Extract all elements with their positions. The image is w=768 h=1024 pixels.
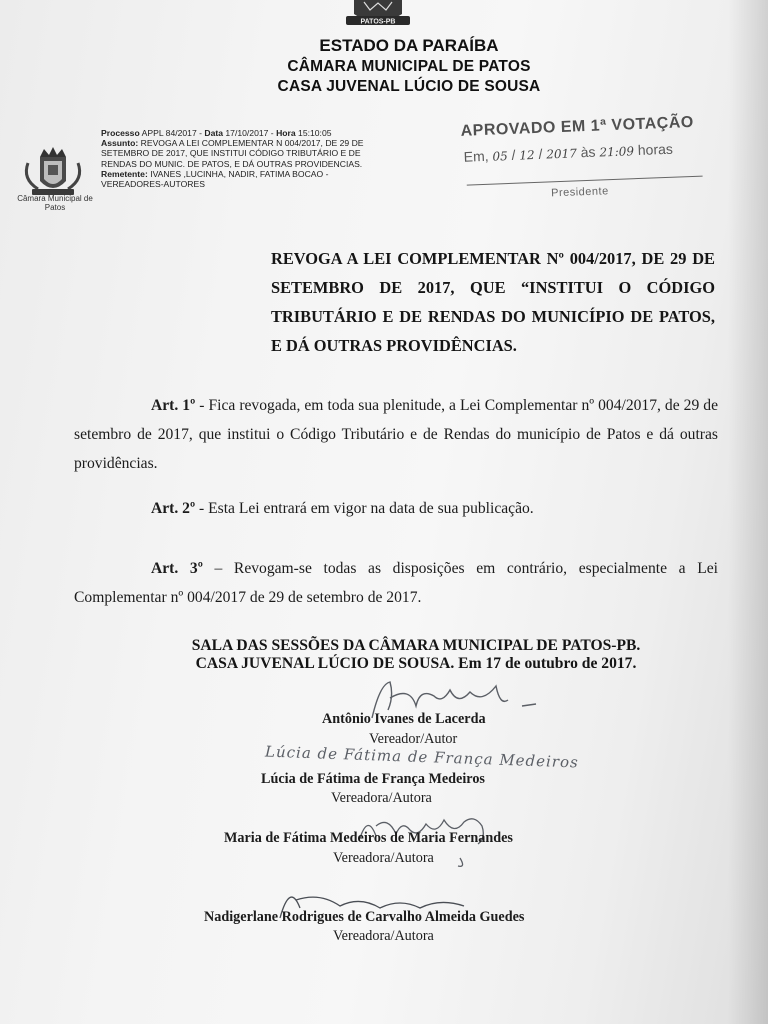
signature-2-handwriting: Lúcia de Fátima de França Medeiros: [264, 742, 580, 772]
stamp-year: 2017: [546, 146, 578, 162]
article-1-label: Art. 1º: [151, 397, 196, 414]
protocol-block: [101, 128, 376, 189]
signatory-1-name: Antônio Ivanes de Lacerda: [322, 711, 486, 727]
stamp-time: 21:09: [599, 144, 635, 160]
stamp-signature-label: Presidente: [550, 185, 609, 200]
stamp-date-line: Em, 05 / 12 / 2017 às 21:09 horas: [463, 140, 674, 165]
signatory-2-name: Lúcia de Fátima de França Medeiros: [261, 771, 485, 787]
approval-stamp: [460, 113, 713, 213]
header-chamber: CÂMARA MUNICIPAL DE PATOS: [287, 58, 531, 75]
data-label: Data: [204, 128, 224, 138]
hora-value: 15:10:05: [298, 128, 332, 138]
article-1-text: - Fica revogada, em toda sua plenitude, a Lei Complementar nº 004/2017, de 29 de setembro de 2017, que institui o Código Tributário e de Rendas do município de Patos e dá outras providências.: [74, 397, 718, 472]
protocol-line-processo: Processo APPL 84/2017 - Data 17/10/2017 - Hora 15:10:05: [101, 128, 332, 138]
article-1: [74, 391, 718, 478]
assunto-value: REVOGA A LEI COMPLEMENTAR N 004/2017, DE 29 DE SETEMBRO DE 2017, QUE INSTITUI CÓDIGO TRIBUTÁRIO E DE RENDAS DO MUNIC. DE PATOS, E DÁ OUTRAS PROVIDENCIAS.: [101, 138, 364, 169]
protocol-line-assunto: [101, 138, 376, 169]
data-value: 17/10/2017: [225, 128, 269, 138]
stamp-day: 05: [492, 149, 509, 164]
stamp-signature-rule: [467, 176, 703, 186]
article-2-label: Art. 2º: [151, 500, 196, 517]
session-room-line-2: CASA JUVENAL LÚCIO DE SOUSA. Em 17 de outubro de 2017.: [195, 655, 637, 672]
session-room-line-1: SALA DAS SESSÕES DA CÂMARA MUNICIPAL DE PATOS-PB.: [191, 637, 641, 654]
stamp-horas-label: horas: [637, 140, 674, 159]
signatory-2-role: Vereadora/Autora: [331, 790, 432, 806]
header-house: CASA JUVENAL LÚCIO DE SOUSA: [277, 78, 541, 95]
hora-label: Hora: [276, 128, 296, 138]
stamp-as-label: às: [580, 143, 596, 161]
article-3-label: Art. 3º: [151, 560, 203, 577]
stamp-month: 12: [519, 148, 535, 163]
municipal-crest-icon: [340, 0, 416, 28]
article-3: [74, 554, 718, 612]
protocol-crest-caption: Câmara Municipal de Patos: [17, 194, 93, 212]
stamp-em-label: Em: [463, 147, 485, 165]
signatory-4-role: Vereadora/Autora: [333, 928, 434, 944]
assunto-label: Assunto:: [101, 138, 139, 149]
remetente-value: IVANES ,LUCINHA, NADIR, FATIMA BOCAO - VEREADORES-AUTORES: [101, 168, 329, 190]
signatory-4-name: Nadigerlane Rodrigues de Carvalho Almeida Guedes: [204, 909, 525, 925]
ementa: REVOGA A LEI COMPLEMENTAR Nº 004/2017, DE 29 DE SETEMBRO DE 2017, QUE “INSTITUI O CÓDIGO TRIBUTÁRIO E DE RENDAS DO MUNICÍPIO DE PATOS, E DÁ OUTRAS PROVIDÊNCIAS.: [271, 249, 715, 355]
article-2: [74, 494, 718, 523]
stamp-title: APROVADO EM 1ª VOTAÇÃO: [460, 113, 695, 140]
article-2-text: - Esta Lei entrará em vigor na data de sua publicação.: [195, 500, 534, 517]
processo-value: APPL 84/2017: [141, 128, 197, 138]
article-3-text: – Revogam-se todas as disposições em contrário, especialmente a Lei Complementar nº 004/2017 de 29 de setembro de 2017.: [74, 560, 718, 606]
crest-ribbon-text: PATOS-PB: [360, 18, 396, 26]
signatory-1-role: Vereador/Autor: [369, 731, 458, 747]
header-state: ESTADO DA PARAÍBA: [319, 36, 499, 55]
remetente-label: Remetente:: [101, 168, 148, 179]
protocol-line-remetente: [101, 169, 376, 189]
page-shadow: [728, 0, 768, 1024]
signatory-3-name: Maria de Fátima Medeiros de Maria Fernandes: [224, 830, 513, 846]
processo-label: Processo: [101, 128, 140, 138]
signatory-3-role: Vereadora/Autora: [333, 850, 434, 866]
